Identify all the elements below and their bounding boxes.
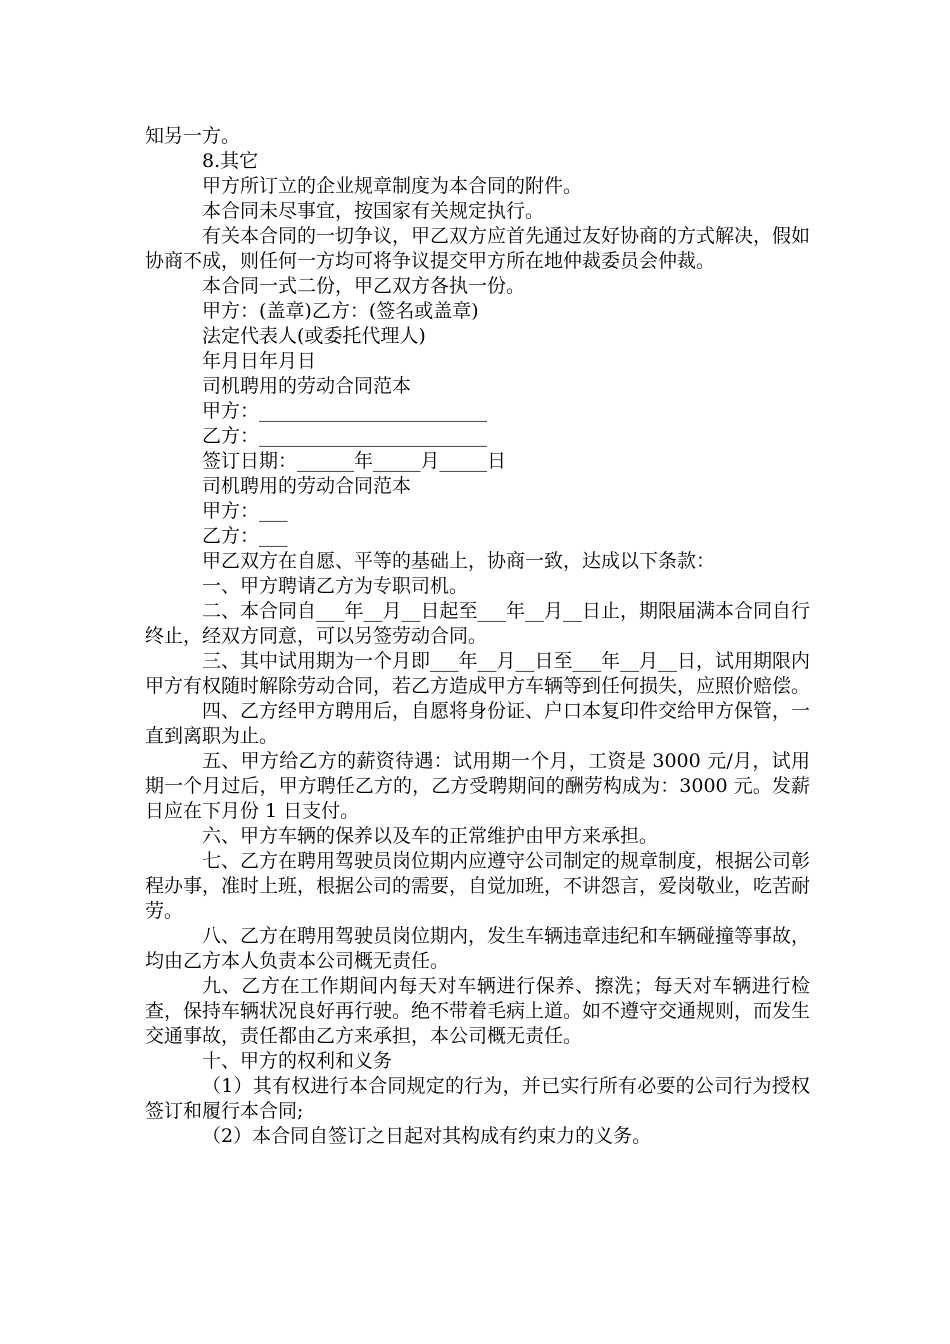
paragraph-company-rules: 甲方所订立的企业规章制度为本合同的附件。 <box>202 175 583 197</box>
paragraph-preamble: 甲乙双方在自愿、平等的基础上，协商一致，达成以下条款： <box>202 550 716 572</box>
signature-legal-rep: 法定代表人(或委托代理人) <box>202 325 426 347</box>
paragraph-copies: 本合同一式二份，甲乙双方各执一份。 <box>202 275 526 297</box>
clause-5: 五、甲方给乙方的薪资待遇：试用期一个月，工资是 3000 元/月，试用期一个月过后，甲方聘任乙方的，乙方受聘期间的酬劳构成为：3000 元。发薪日应在下月份 1 日支付。 <box>145 750 810 822</box>
clause-10-heading: 十、甲方的权利和义务 <box>202 1050 393 1072</box>
document-page <box>145 124 810 1149</box>
party-a-short: 甲方：___ <box>202 500 288 522</box>
clause-10-item-2: （2）本合同自签订之日起对其构成有约束力的义务。 <box>202 1125 652 1147</box>
clause-10-item-1: （1）其有权进行本合同规定的行为，并已实行所有必要的公司行为授权签订和履行本合同; <box>145 1075 810 1122</box>
party-a-line: 甲方：________________________ <box>202 400 488 422</box>
clause-4: 四、乙方经甲方聘用后，自愿将身份证、户口本复印件交给甲方保管，一直到离职为止。 <box>145 700 811 747</box>
paragraph-continuation: 知另一方。 <box>145 125 241 147</box>
document-title-repeat: 司机聘用的劳动合同范本 <box>202 475 412 497</box>
clause-8: 八、乙方在聘用驾驶员岗位期内，发生车辆违章违纪和车辆碰撞等事故，均由乙方本人负责本公司概无责任。 <box>145 925 811 972</box>
paragraph-dispute-resolution: 有关本合同的一切争议，甲乙双方应首先通过友好协商的方式解决，假如协商不成，则任何一方均可将争议提交甲方所在地仲裁委员会仲裁。 <box>145 225 811 272</box>
clause-3: 三、其中试用期为一个月即___年__月__日至___年__月__日，试用期限内甲方有权随时解除劳动合同，若乙方造成甲方车辆等到任何损失，应照价赔偿。 <box>145 650 811 697</box>
clause-2: 二、本合同自___年__月__日起至___年__月__日止，期限届满本合同自行终止，经双方同意，可以另签劳动合同。 <box>145 600 811 647</box>
party-b-line: 乙方：________________________ <box>202 425 488 447</box>
clause-7: 七、乙方在聘用驾驶员岗位期内应遵守公司制定的规章制度，根据公司彰程办事，准时上班，根据公司的需要，自觉加班，不讲怨言，爱岗敬业，吃苦耐劳。 <box>145 850 811 922</box>
clause-9: 九、乙方在工作期间内每天对车辆进行保养、擦洗；每天对车辆进行检查，保持车辆状况良好再行驶。绝不带着毛病上道。如不遵守交通规则，而发生交通事故，责任都由乙方来承担，本公司概无责任。 <box>145 975 811 1047</box>
party-b-short: 乙方：___ <box>202 525 288 547</box>
clause-6: 六、甲方车辆的保养以及车的正常维护由甲方来承担。 <box>202 825 659 847</box>
signature-dates: 年月日年月日 <box>202 350 317 372</box>
document-title: 司机聘用的劳动合同范本 <box>202 375 412 397</box>
signature-parties: 甲方：(盖章)乙方：(签名或盖章) <box>202 300 479 322</box>
clause-1: 一、甲方聘请乙方为专职司机。 <box>202 575 469 597</box>
signing-date-line: 签订日期：______年_____月_____日 <box>202 450 507 472</box>
section-heading-other: 8.其它 <box>202 150 259 172</box>
paragraph-unresolved-matters: 本合同未尽事宜，按国家有关规定执行。 <box>202 200 545 222</box>
